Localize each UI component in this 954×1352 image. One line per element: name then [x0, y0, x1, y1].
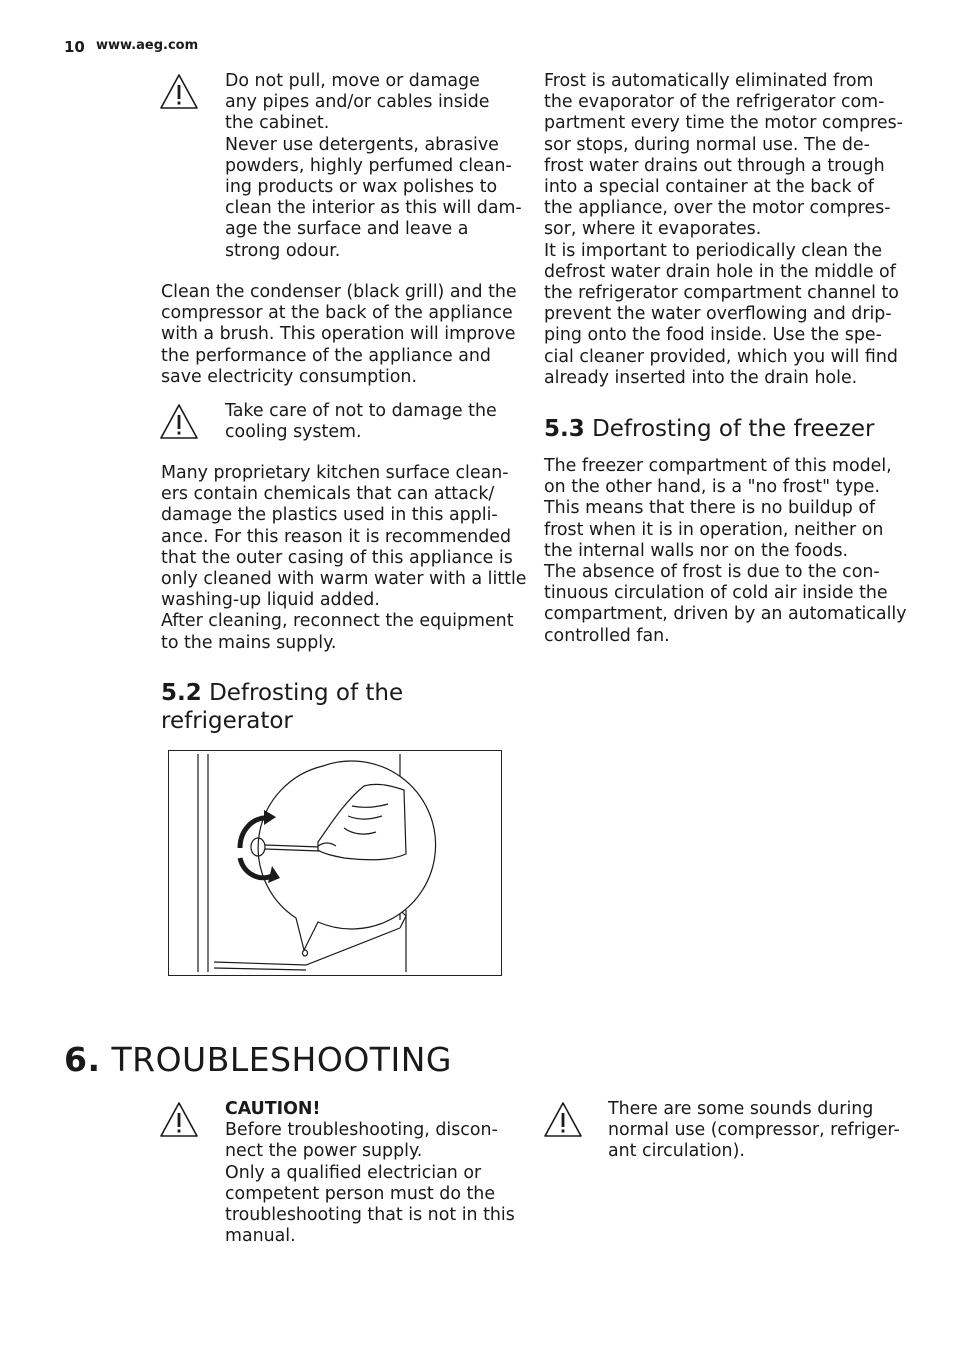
sounds-note: There are some sounds during normal use (compressor, refriger- ant circulation). [608, 1099, 900, 1162]
warning-triangle-icon [159, 402, 199, 442]
defrost-drain-illustration [168, 750, 502, 976]
page-number: 10 [64, 38, 85, 56]
warning-text-pipes: Do not pull, move or damage any pipes and/or cables inside the cabinet. Never use detergents, abrasive powders, highly perfumed clean- ing products or wax polishes to clean the interior as this will dam- age the surface and leave a strong odour. [225, 71, 522, 261]
no-frost-paragraph: The freezer compartment of this model, on the other hand, is a "no frost" type. This means that there is no buildup of frost when it is in operation, neither on the internal walls nor on the foods. The absence of frost is due to the con- tinuous circulation of cold air inside the compartment, driven by an automatically controlled fan. [544, 456, 907, 646]
caution-block: CAUTION! Before troubleshooting, discon- nect the power supply. Only a qualified electrician or competent person must do the troubleshooting that is not in this manual. [225, 1099, 515, 1247]
defrost-refrigerator-paragraph: Frost is automatically eliminated from the evaporator of the refrigerator com- partment every time the motor compres- sor stops, during normal use. The de- frost water drains out through a trough into a special container at the back of the appliance, over the motor compres- sor, where it evaporates. It is important to periodically clean the defrost water drain hole in the middle of the refrigerator compartment channel to prevent the water overflowing and drip- ping onto the food inside. Use the spe- cial cleaner provided, which you will find already inserted into the drain hole. [544, 71, 903, 388]
section-heading-5-2: 5.2 Defrosting of the refrigerator [161, 680, 404, 734]
cleaning-paragraph: Many proprietary kitchen surface clean- ers contain chemicals that can attack/ damage the plastics used in this appli- ance. For this reason it is recommended that the outer casing of this appliance is only cleaned with warm water with a little washing-up liquid added. After cleaning, reconnect the equipment to the mains supply. [161, 463, 527, 653]
warning-text-cooling: Take care of not to damage the cooling system. [225, 401, 497, 443]
drain-cleaning-drawing [168, 750, 502, 976]
caution-label: CAUTION! [225, 1099, 321, 1119]
condenser-paragraph: Clean the condenser (black grill) and the compressor at the back of the appliance with a brush. This operation will improve the performance of the appliance and save electricity consumption. [161, 282, 517, 387]
chapter-heading-troubleshooting: 6. TROUBLESHOOTING [64, 1040, 452, 1079]
section-heading-5-3: 5.3 Defrosting of the freezer [544, 416, 875, 442]
header-url: www.aeg.com [96, 38, 199, 53]
warning-triangle-icon [159, 1100, 199, 1140]
warning-triangle-icon [159, 72, 199, 112]
warning-triangle-icon [543, 1100, 583, 1140]
